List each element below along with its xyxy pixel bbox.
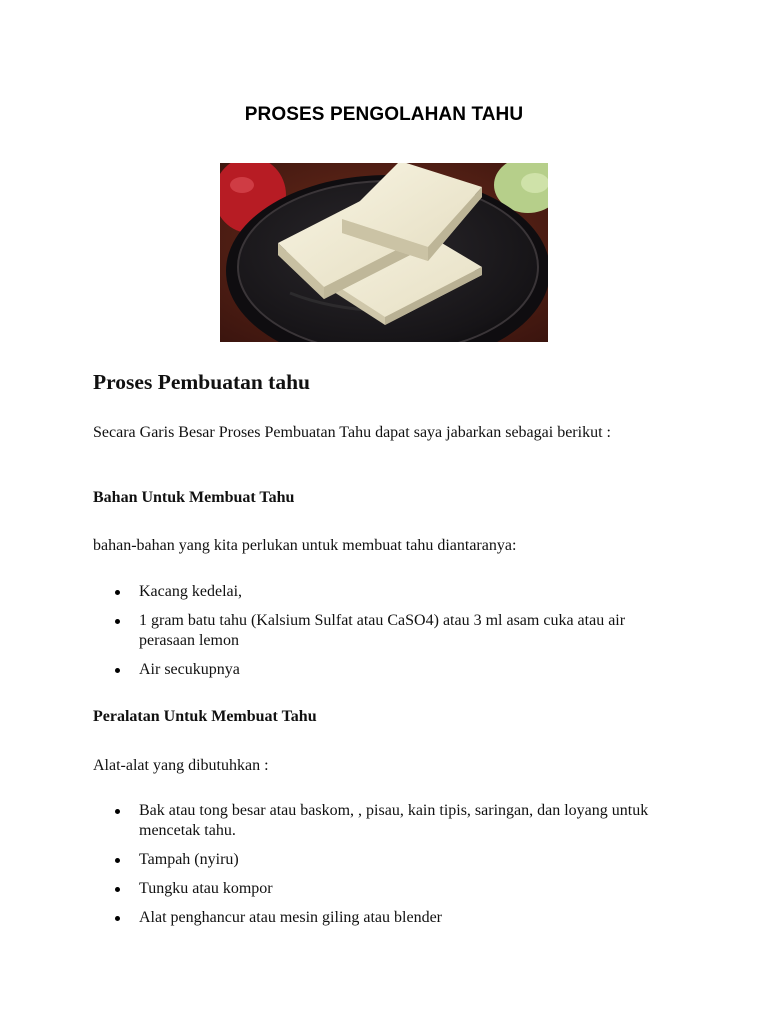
tofu-photo <box>220 163 548 342</box>
equipment-list <box>93 801 679 937</box>
tofu-photo-graphic <box>220 163 548 342</box>
list-item <box>93 879 679 899</box>
ingredients-heading: Bahan Untuk Membuat Tahu <box>93 489 295 506</box>
section-heading: Proses Pembuatan tahu <box>93 370 311 394</box>
list-item <box>93 582 679 602</box>
list-item-text: Bak atau tong besar atau baskom, , pisau, kain tipis, saringan, dan loyang untuk mencetak tahu. <box>139 802 649 839</box>
ingredients-list <box>93 582 679 689</box>
bullet-icon <box>115 619 120 624</box>
list-item-text: Tungku atau kompor <box>139 880 273 897</box>
list-item <box>93 850 679 870</box>
equipment-lead: Alat-alat yang dibutuhkan : <box>93 757 269 774</box>
list-item-text: 1 gram batu tahu (Kalsium Sulfat atau CaSO4) atau 3 ml asam cuka atau air perasaan lemon <box>139 612 626 649</box>
list-item-text: Kacang kedelai, <box>139 583 243 600</box>
list-item <box>93 660 679 680</box>
intro-paragraph: Secara Garis Besar Proses Pembuatan Tahu dapat saya jabarkan sebagai berikut : <box>93 424 611 441</box>
list-item <box>93 908 679 928</box>
equipment-heading: Peralatan Untuk Membuat Tahu <box>93 708 317 725</box>
bullet-icon <box>115 590 120 595</box>
list-item-text: Alat penghancur atau mesin giling atau blender <box>139 909 443 926</box>
document-title: PROSES PENGOLAHAN TAHU <box>244 104 524 125</box>
list-item <box>93 611 679 651</box>
list-item <box>93 801 679 841</box>
bullet-icon <box>115 887 120 892</box>
bullet-icon <box>115 668 120 673</box>
bullet-icon <box>115 858 120 863</box>
list-item-text: Tampah (nyiru) <box>139 851 239 868</box>
bullet-icon <box>115 809 120 814</box>
bullet-icon <box>115 916 120 921</box>
list-item-text: Air secukupnya <box>139 661 240 678</box>
ingredients-lead: bahan-bahan yang kita perlukan untuk membuat tahu diantaranya: <box>93 537 517 554</box>
